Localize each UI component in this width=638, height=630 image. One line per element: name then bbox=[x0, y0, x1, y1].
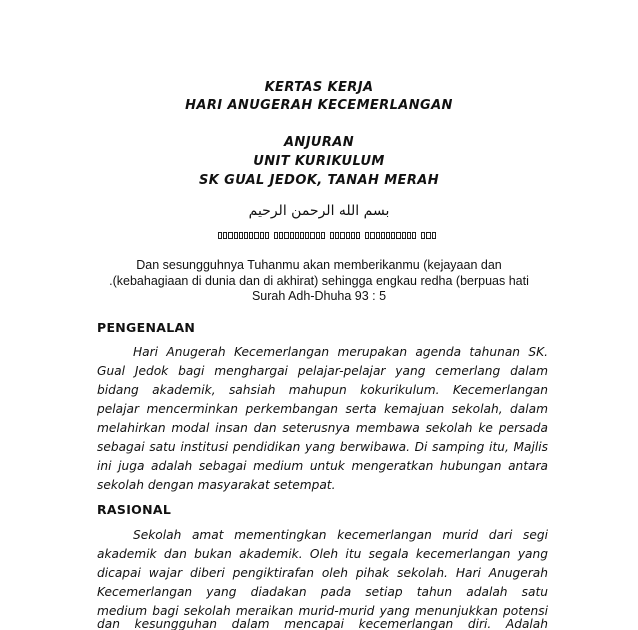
title-line-organizer: UNIT KURIKULUM bbox=[253, 154, 385, 169]
title-line-anjuran: ANJURAN bbox=[283, 135, 355, 150]
paragraph-line: medium bagi sekolah meraikan murid-murid yang menunjukkan potensi bbox=[97, 604, 548, 618]
paragraph-line: Kecemerlangan yang diadakan pada setiap tahun adalah satu bbox=[97, 585, 548, 599]
title-line-school: SK GUAL JEDOK, TANAH MERAH bbox=[198, 173, 439, 188]
paragraph-line: Hari Anugerah Kecemerlangan merupakan agenda tahunan SK. bbox=[133, 345, 548, 359]
paragraph-line: sebagai satu institusi pendidikan yang berwibawa. Di samping itu, Majlis bbox=[97, 440, 548, 454]
paragraph-line: melahirkan modal insan dan seterusnya membawa sekolah ke persada bbox=[97, 421, 548, 435]
paragraph-line: dicapai wajar diberi pengiktirafan oleh pihak sekolah. Hari Anugerah bbox=[97, 566, 548, 580]
title-line-kertas-kerja: KERTAS KERJA bbox=[264, 80, 374, 95]
paragraph-line: bidang akademik, sahsiah mahupun kokurikulum. Kecemerlangan bbox=[97, 383, 548, 397]
bismillah-text: بسم الله الرحمن الرحيم bbox=[248, 203, 390, 219]
verse-line-1: Dan sesungguhnya Tuhanmu akan memberikanmu (kejayaan dan bbox=[136, 258, 502, 272]
title-line-event-name: HARI ANUGERAH KECEMERLANGAN bbox=[185, 98, 453, 113]
section-heading-rasional: RASIONAL bbox=[97, 502, 172, 517]
section-heading-pengenalan: PENGENALAN bbox=[97, 320, 196, 335]
paragraph-line: Sekolah amat mementingkan kecemerlangan murid dari segi bbox=[133, 528, 548, 542]
missing-glyph-row bbox=[218, 229, 436, 241]
paragraph-line: pelajar mencerminkan perkembangan serta kemajuan sekolah, dalam bbox=[97, 402, 548, 416]
paragraph-line: sekolah dengan masyarakat setempat. bbox=[97, 478, 336, 492]
paragraph-line: dan kesungguhan dalam mencapai kecemerlangan diri. Adalah bbox=[97, 617, 548, 630]
verse-line-2: .(kebahagiaan di dunia dan di akhirat) sehingga engkau redha (berpuas hati bbox=[109, 274, 529, 288]
paragraph-line: akademik dan bukan akademik. Oleh itu segala kecemerlangan yang bbox=[97, 547, 548, 561]
paragraph-line: Gual Jedok bagi menghargai pelajar-pelajar yang cemerlang dalam bbox=[97, 364, 548, 378]
paragraph-line: ini juga adalah sebagai medium untuk mengeratkan hubungan antara bbox=[97, 459, 548, 473]
verse-citation: Surah Adh-Dhuha 93 : 5 bbox=[251, 289, 387, 303]
